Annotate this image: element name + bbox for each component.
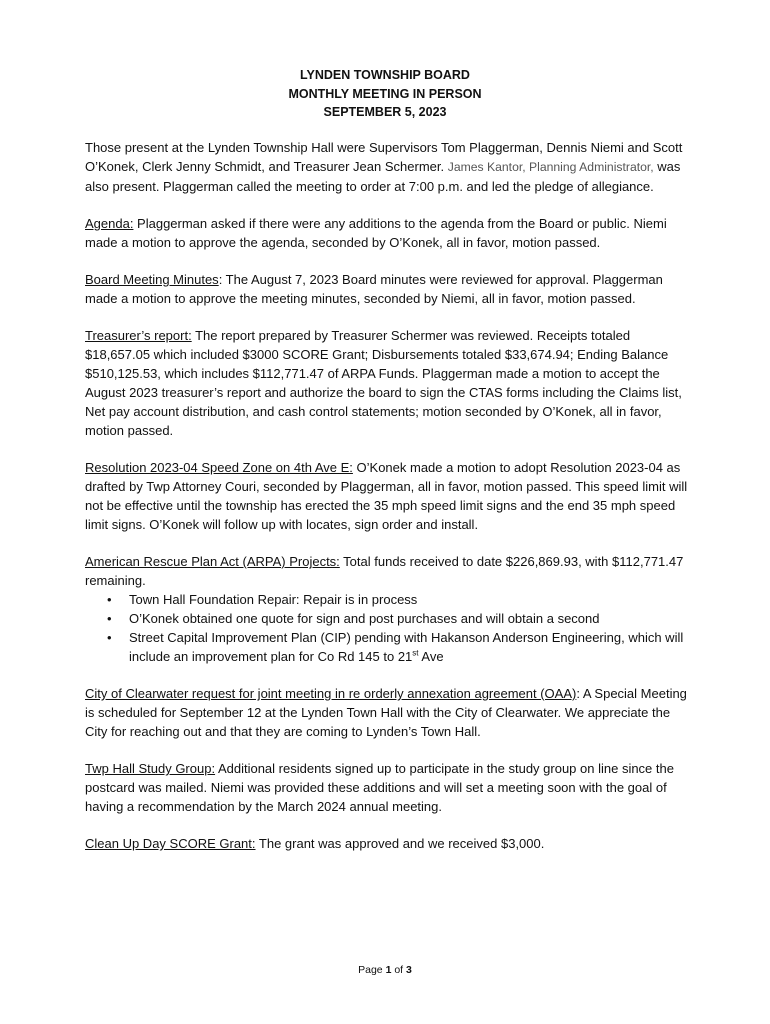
list-item	[107, 628, 690, 666]
header-board-name: LYNDEN TOWNSHIP BOARD	[300, 68, 470, 82]
current-page-number: 1	[385, 964, 392, 976]
resolution-heading: Resolution 2023-04 Speed Zone on 4th Ave E:	[85, 460, 353, 475]
list-item	[107, 609, 690, 628]
list-item-text: Town Hall Foundation Repair: Repair is in process	[129, 592, 418, 607]
cleanup-paragraph	[85, 834, 690, 853]
page-number-footer	[0, 964, 770, 976]
agenda-heading: Agenda:	[85, 216, 134, 231]
bullet-icon: •	[107, 611, 112, 626]
document-header	[0, 66, 770, 122]
bullet-icon: •	[107, 592, 112, 607]
intro-text-1: Those present at the Lynden Township Hall were Supervisors Tom Plaggerman, Dennis Niemi and Scott O’Konek, Clerk Jenny Schmidt, and Treasurer Jean Schermer.	[85, 140, 683, 174]
intro-planning-admin: James Kantor, Planning Administrator,	[447, 160, 654, 174]
arpa-heading: American Rescue Plan Act (ARPA) Projects:	[85, 554, 340, 569]
list-item-text-end: Ave	[418, 649, 444, 664]
arpa-bullet-list	[85, 590, 690, 666]
resolution-text: O’Konek made a motion to adopt Resolution 2023-04 as drafted by Twp Attorney Couri, seconded by Plaggerman, all in favor, motion passed. This speed limit will not be effective until the township has erected the 35 mph speed limit signs and the end 35 mph speed limit signs. O’Konek will follow up with locates, sign order and install.	[85, 460, 688, 532]
resolution-paragraph	[85, 458, 690, 534]
ordinal-suffix: st	[412, 648, 419, 658]
arpa-text: Total funds received to date $226,869.93, with $112,771.47 remaining.	[85, 554, 684, 588]
list-item-text: Street Capital Improvement Plan (CIP) pending with Hakanson Anderson Engineering, which will include an improvement plan for Co Rd 145 to 21	[129, 630, 684, 664]
treasurer-text: The report prepared by Treasurer Schermer was reviewed. Receipts totaled $18,657.05 which included $3000 SCORE Grant; Disbursements totaled $33,674.94; Ending Balance $510,125.53, which includes $112,771.47 of ARPA Funds. Plaggerman made a motion to accept the August 2023 treasurer’s report and authorize the board to sign the CTAS forms including the Claims list, Net pay account distribution, and cash control statements; motion seconded by O’Konek, all in favor, motion passed.	[85, 328, 682, 438]
treasurer-heading: Treasurer’s report:	[85, 328, 192, 343]
list-item	[107, 590, 690, 609]
bullet-icon: •	[107, 630, 112, 645]
intro-paragraph	[85, 138, 690, 196]
page-of: of	[391, 964, 407, 976]
clearwater-paragraph	[85, 684, 690, 741]
document-body	[85, 138, 690, 871]
cleanup-heading: Clean Up Day SCORE Grant:	[85, 836, 256, 851]
clearwater-text: : A Special Meeting is scheduled for September 12 at the Lynden Town Hall with the City of Clearwater. We appreciate the City for reaching out and that they are coming to Lynden’s Town Hall.	[85, 686, 687, 739]
minutes-heading: Board Meeting Minutes	[85, 272, 219, 287]
total-page-number: 3	[406, 964, 412, 976]
minutes-paragraph	[85, 270, 690, 308]
agenda-text: Plaggerman asked if there were any additions to the agenda from the Board or public. Niemi made a motion to approve the agenda, seconded by O’Konek, all in favor, motion passed.	[85, 216, 667, 250]
header-meeting-type: MONTHLY MEETING IN PERSON	[288, 86, 482, 101]
studygroup-paragraph	[85, 759, 690, 816]
arpa-paragraph	[85, 552, 690, 590]
clearwater-heading: City of Clearwater request for joint meeting in re orderly annexation agreement (OAA)	[85, 686, 577, 701]
minutes-text: : The August 7, 2023 Board minutes were reviewed for approval. Plaggerman made a motion to approve the meeting minutes, seconded by Niemi, all in favor, motion passed.	[85, 272, 663, 306]
page-prefix: Page	[358, 964, 386, 976]
agenda-paragraph	[85, 214, 690, 252]
list-item-text: O’Konek obtained one quote for sign and post purchases and will obtain a second	[129, 611, 600, 626]
cleanup-text: The grant was approved and we received $3,000.	[255, 836, 545, 851]
intro-text-2: was also present. Plaggerman called the meeting to order at 7:00 p.m. and led the pledge of allegiance.	[85, 159, 681, 194]
studygroup-text: Additional residents signed up to participate in the study group on line since the postcard was mailed. Niemi was provided these additions and will set a meeting soon with the goal of having a recommendation by the March 2024 annual meeting.	[85, 761, 674, 814]
header-meeting-date: SEPTEMBER 5, 2023	[323, 105, 447, 119]
studygroup-heading: Twp Hall Study Group:	[85, 761, 216, 776]
treasurer-paragraph	[85, 326, 690, 440]
